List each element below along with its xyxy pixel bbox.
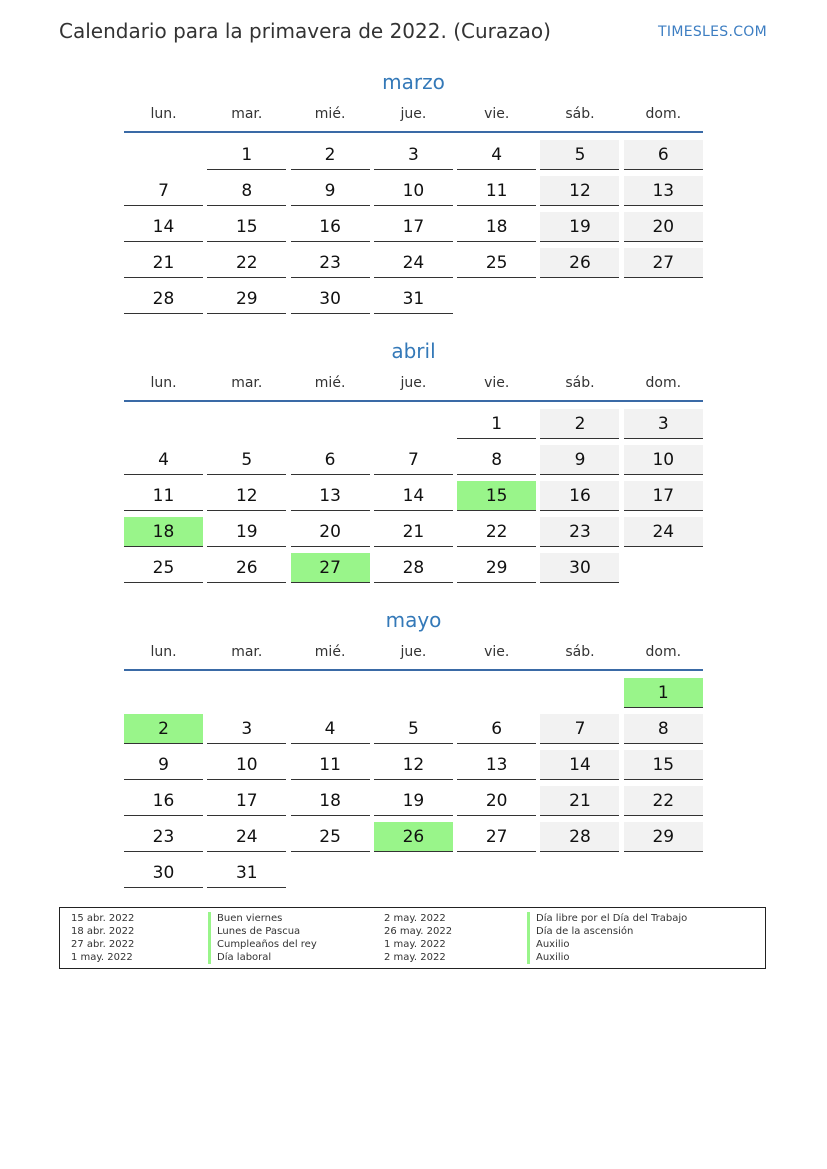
empty-day-cell xyxy=(624,855,703,891)
day-number: 8 xyxy=(624,714,703,744)
weekday-label: vie. xyxy=(484,106,510,122)
month-title: mayo xyxy=(385,608,442,632)
day-number: 11 xyxy=(291,750,370,780)
day-number: 15 xyxy=(624,750,703,780)
day-cell xyxy=(207,855,286,891)
day-cell xyxy=(624,747,703,783)
day-number: 24 xyxy=(374,248,453,278)
day-number: 14 xyxy=(540,750,619,780)
day-number: 24 xyxy=(207,822,286,852)
day-number: 27 xyxy=(624,248,703,278)
day-cell xyxy=(291,173,370,209)
legend-holiday-name: Cumpleaños del rey xyxy=(208,938,317,951)
day-number: 20 xyxy=(457,786,536,816)
legend-date: 15 abr. 2022 xyxy=(71,913,135,924)
legend-date: 2 may. 2022 xyxy=(384,913,446,924)
day-number: 2 xyxy=(124,714,203,744)
day-cell xyxy=(207,819,286,855)
day-cell xyxy=(291,783,370,819)
day-cell xyxy=(207,711,286,747)
day-number: 21 xyxy=(540,786,619,816)
weekday-label: lun. xyxy=(150,644,177,660)
day-cell xyxy=(374,442,453,478)
weekday-label: mar. xyxy=(231,375,263,391)
weekday-header xyxy=(124,642,703,662)
holiday-day-cell xyxy=(457,478,536,514)
day-cell xyxy=(207,747,286,783)
day-number: 25 xyxy=(457,248,536,278)
day-cell xyxy=(291,281,370,317)
weekday-label: sáb. xyxy=(565,644,595,660)
day-cell xyxy=(291,514,370,550)
day-cell xyxy=(624,137,703,173)
day-cell xyxy=(124,281,203,317)
weekday-label: mar. xyxy=(231,644,263,660)
day-cell xyxy=(624,406,703,442)
weekday-label: mar. xyxy=(231,106,263,122)
day-number: 11 xyxy=(457,176,536,206)
day-number: 13 xyxy=(457,750,536,780)
legend-date: 18 abr. 2022 xyxy=(71,926,135,937)
day-cell xyxy=(124,550,203,586)
day-number: 9 xyxy=(124,750,203,780)
day-cell xyxy=(457,747,536,783)
day-number: 28 xyxy=(124,284,203,314)
weekday-label: jue. xyxy=(400,375,427,391)
day-number: 1 xyxy=(207,140,286,170)
day-cell xyxy=(124,442,203,478)
legend-row xyxy=(60,912,765,925)
day-cell xyxy=(457,550,536,586)
weekday-label: dom. xyxy=(645,644,682,660)
day-cell xyxy=(291,819,370,855)
day-number: 21 xyxy=(124,248,203,278)
day-cell xyxy=(540,137,619,173)
day-number: 7 xyxy=(540,714,619,744)
day-number: 31 xyxy=(374,284,453,314)
weekday-label: dom. xyxy=(645,106,682,122)
day-number: 16 xyxy=(291,212,370,242)
day-cell xyxy=(374,747,453,783)
holiday-day-cell xyxy=(374,819,453,855)
legend-holiday-name: Día de la ascensión xyxy=(527,925,633,938)
day-cell xyxy=(124,245,203,281)
day-cell xyxy=(457,406,536,442)
day-number: 4 xyxy=(124,445,203,475)
day-number: 8 xyxy=(207,176,286,206)
day-cell xyxy=(124,783,203,819)
empty-day-cell xyxy=(457,675,536,711)
weekday-label: sáb. xyxy=(565,106,595,122)
header-divider xyxy=(124,131,703,133)
day-cell xyxy=(374,514,453,550)
day-cell xyxy=(207,550,286,586)
day-cell xyxy=(624,245,703,281)
day-number: 1 xyxy=(457,409,536,439)
day-number: 20 xyxy=(291,517,370,547)
day-cell xyxy=(540,747,619,783)
day-cell xyxy=(457,514,536,550)
day-number: 14 xyxy=(124,212,203,242)
day-cell xyxy=(207,783,286,819)
day-cell xyxy=(457,245,536,281)
day-number: 13 xyxy=(291,481,370,511)
day-number: 6 xyxy=(457,714,536,744)
holiday-day-cell xyxy=(124,711,203,747)
day-number: 15 xyxy=(457,481,536,511)
day-number: 24 xyxy=(624,517,703,547)
legend-date: 26 may. 2022 xyxy=(384,926,453,937)
day-cell xyxy=(457,442,536,478)
day-grid xyxy=(124,675,703,891)
legend-holiday-name: Buen viernes xyxy=(208,912,282,925)
legend-holiday-name: Auxilio xyxy=(527,951,570,964)
empty-day-cell xyxy=(540,855,619,891)
day-cell xyxy=(624,514,703,550)
weekday-label: lun. xyxy=(150,375,177,391)
weekday-header xyxy=(124,373,703,393)
weekday-label: lun. xyxy=(150,106,177,122)
day-number: 1 xyxy=(624,678,703,708)
day-cell xyxy=(540,478,619,514)
day-cell xyxy=(374,209,453,245)
day-number: 21 xyxy=(374,517,453,547)
day-cell xyxy=(207,209,286,245)
day-number: 18 xyxy=(457,212,536,242)
day-cell xyxy=(540,783,619,819)
day-number: 11 xyxy=(124,481,203,511)
weekday-label: mié. xyxy=(314,644,346,660)
holiday-day-cell xyxy=(624,675,703,711)
empty-day-cell xyxy=(207,675,286,711)
day-number: 22 xyxy=(207,248,286,278)
empty-day-cell xyxy=(540,675,619,711)
empty-day-cell xyxy=(540,281,619,317)
day-number: 29 xyxy=(207,284,286,314)
day-number: 6 xyxy=(291,445,370,475)
day-number: 3 xyxy=(207,714,286,744)
day-cell xyxy=(457,209,536,245)
day-cell xyxy=(291,442,370,478)
day-cell xyxy=(374,281,453,317)
day-number: 31 xyxy=(207,858,286,888)
legend-date: 27 abr. 2022 xyxy=(71,939,135,950)
day-cell xyxy=(374,478,453,514)
holiday-legend xyxy=(59,907,766,969)
day-number: 10 xyxy=(624,445,703,475)
day-number: 26 xyxy=(207,553,286,583)
empty-day-cell xyxy=(457,281,536,317)
day-cell xyxy=(374,711,453,747)
day-number: 2 xyxy=(540,409,619,439)
month-title: marzo xyxy=(382,70,445,94)
day-cell xyxy=(457,711,536,747)
day-cell xyxy=(207,442,286,478)
weekday-label: mié. xyxy=(314,375,346,391)
day-cell xyxy=(457,173,536,209)
day-cell xyxy=(457,137,536,173)
day-number: 4 xyxy=(457,140,536,170)
day-number: 26 xyxy=(374,822,453,852)
legend-row xyxy=(60,938,765,951)
empty-day-cell xyxy=(374,406,453,442)
day-number: 28 xyxy=(540,822,619,852)
day-cell xyxy=(291,209,370,245)
day-cell xyxy=(374,137,453,173)
day-number: 20 xyxy=(624,212,703,242)
day-number: 8 xyxy=(457,445,536,475)
day-number: 10 xyxy=(207,750,286,780)
header-divider xyxy=(124,669,703,671)
month-march xyxy=(124,70,703,317)
legend-date: 1 may. 2022 xyxy=(384,939,446,950)
day-number: 26 xyxy=(540,248,619,278)
day-number: 3 xyxy=(374,140,453,170)
legend-holiday-name: Día laboral xyxy=(208,951,271,964)
weekday-header xyxy=(124,104,703,124)
empty-day-cell xyxy=(291,675,370,711)
day-cell xyxy=(291,137,370,173)
day-number: 25 xyxy=(124,553,203,583)
day-cell xyxy=(124,478,203,514)
day-cell xyxy=(291,245,370,281)
holiday-day-cell xyxy=(124,514,203,550)
empty-day-cell xyxy=(124,137,203,173)
day-number: 19 xyxy=(374,786,453,816)
empty-day-cell xyxy=(291,855,370,891)
day-cell xyxy=(124,209,203,245)
empty-day-cell xyxy=(124,406,203,442)
empty-day-cell xyxy=(624,281,703,317)
day-cell xyxy=(540,173,619,209)
holiday-day-cell xyxy=(291,550,370,586)
day-number: 23 xyxy=(540,517,619,547)
day-cell xyxy=(374,550,453,586)
day-cell xyxy=(624,209,703,245)
day-number: 7 xyxy=(374,445,453,475)
day-cell xyxy=(540,245,619,281)
day-number: 22 xyxy=(624,786,703,816)
day-number: 30 xyxy=(540,553,619,583)
weekday-label: jue. xyxy=(400,106,427,122)
day-cell xyxy=(374,245,453,281)
day-cell xyxy=(457,783,536,819)
day-number: 12 xyxy=(374,750,453,780)
day-number: 13 xyxy=(624,176,703,206)
empty-day-cell xyxy=(207,406,286,442)
day-number: 5 xyxy=(207,445,286,475)
day-number: 9 xyxy=(291,176,370,206)
empty-day-cell xyxy=(124,675,203,711)
weekday-label: mié. xyxy=(314,106,346,122)
day-number: 29 xyxy=(457,553,536,583)
day-cell xyxy=(124,173,203,209)
day-cell xyxy=(540,406,619,442)
day-number: 30 xyxy=(291,284,370,314)
day-number: 30 xyxy=(124,858,203,888)
weekday-label: vie. xyxy=(484,375,510,391)
day-cell xyxy=(291,711,370,747)
day-cell xyxy=(624,711,703,747)
day-cell xyxy=(624,783,703,819)
day-number: 17 xyxy=(374,212,453,242)
empty-day-cell xyxy=(374,675,453,711)
page-title: Calendario para la primavera de 2022. (Curazao) xyxy=(59,19,551,43)
day-number: 5 xyxy=(374,714,453,744)
legend-date: 2 may. 2022 xyxy=(384,952,446,963)
day-number: 6 xyxy=(624,140,703,170)
day-number: 16 xyxy=(124,786,203,816)
day-cell xyxy=(207,478,286,514)
day-number: 18 xyxy=(291,786,370,816)
day-number: 12 xyxy=(540,176,619,206)
day-number: 9 xyxy=(540,445,619,475)
month-april xyxy=(124,339,703,586)
day-number: 14 xyxy=(374,481,453,511)
day-cell xyxy=(124,855,203,891)
legend-holiday-name: Auxilio xyxy=(527,938,570,951)
legend-holiday-name: Lunes de Pascua xyxy=(208,925,300,938)
month-may xyxy=(124,608,703,891)
day-number: 16 xyxy=(540,481,619,511)
day-cell xyxy=(624,442,703,478)
day-cell xyxy=(624,819,703,855)
weekday-label: jue. xyxy=(400,644,427,660)
day-number: 15 xyxy=(207,212,286,242)
day-number: 19 xyxy=(207,517,286,547)
day-cell xyxy=(540,819,619,855)
day-number: 5 xyxy=(540,140,619,170)
day-cell xyxy=(457,819,536,855)
day-number: 27 xyxy=(457,822,536,852)
day-cell xyxy=(624,173,703,209)
day-number: 28 xyxy=(374,553,453,583)
day-cell xyxy=(624,478,703,514)
day-cell xyxy=(374,783,453,819)
day-number: 22 xyxy=(457,517,536,547)
day-number: 3 xyxy=(624,409,703,439)
day-cell xyxy=(291,747,370,783)
day-grid xyxy=(124,406,703,586)
empty-day-cell xyxy=(624,550,703,586)
day-number: 7 xyxy=(124,176,203,206)
day-number: 4 xyxy=(291,714,370,744)
brand-link[interactable]: TIMESLES.COM xyxy=(658,24,767,40)
day-grid xyxy=(124,137,703,317)
legend-row xyxy=(60,925,765,938)
day-cell xyxy=(207,173,286,209)
day-cell xyxy=(207,245,286,281)
day-cell xyxy=(124,819,203,855)
legend-row xyxy=(60,951,765,964)
day-cell xyxy=(124,747,203,783)
day-cell xyxy=(540,442,619,478)
day-number: 23 xyxy=(124,822,203,852)
day-cell xyxy=(540,550,619,586)
day-number: 17 xyxy=(624,481,703,511)
month-title: abril xyxy=(391,339,436,363)
legend-date: 1 may. 2022 xyxy=(71,952,133,963)
empty-day-cell xyxy=(291,406,370,442)
day-number: 23 xyxy=(291,248,370,278)
day-cell xyxy=(540,209,619,245)
day-number: 18 xyxy=(124,517,203,547)
day-number: 17 xyxy=(207,786,286,816)
day-number: 12 xyxy=(207,481,286,511)
day-cell xyxy=(207,514,286,550)
day-cell xyxy=(374,173,453,209)
day-cell xyxy=(207,137,286,173)
day-number: 27 xyxy=(291,553,370,583)
empty-day-cell xyxy=(457,855,536,891)
day-number: 2 xyxy=(291,140,370,170)
weekday-label: dom. xyxy=(645,375,682,391)
day-number: 29 xyxy=(624,822,703,852)
day-cell xyxy=(540,711,619,747)
empty-day-cell xyxy=(374,855,453,891)
day-number: 25 xyxy=(291,822,370,852)
day-cell xyxy=(540,514,619,550)
day-cell xyxy=(207,281,286,317)
legend-holiday-name: Día libre por el Día del Trabajo xyxy=(527,912,687,925)
weekday-label: vie. xyxy=(484,644,510,660)
header-divider xyxy=(124,400,703,402)
day-number: 10 xyxy=(374,176,453,206)
day-cell xyxy=(291,478,370,514)
weekday-label: sáb. xyxy=(565,375,595,391)
day-number: 19 xyxy=(540,212,619,242)
